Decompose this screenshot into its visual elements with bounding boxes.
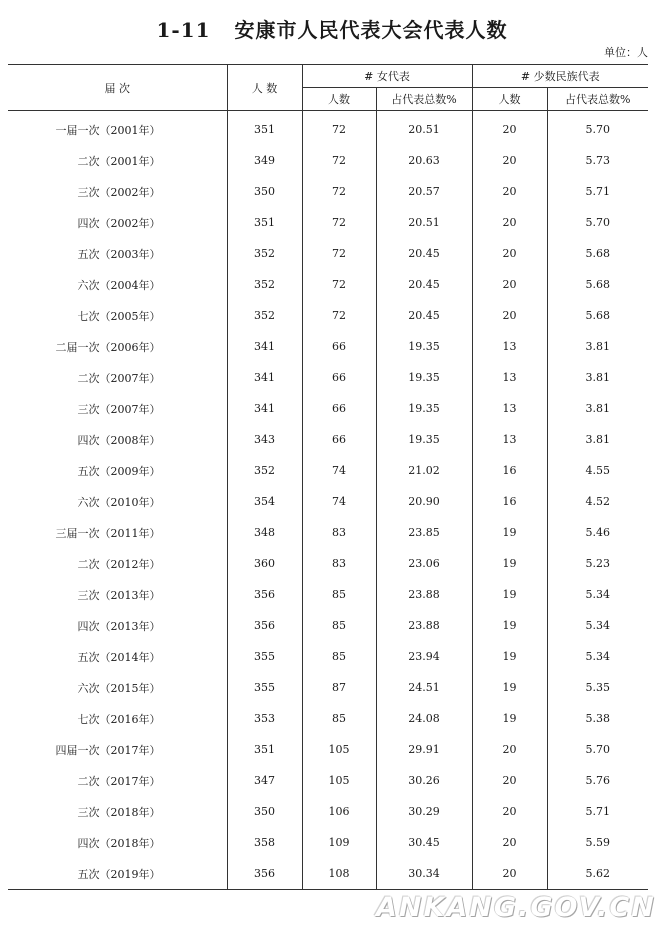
female-count-cell: 74 bbox=[302, 455, 376, 486]
female-pct-cell: 30.26 bbox=[376, 765, 472, 796]
female-pct-cell: 23.88 bbox=[376, 610, 472, 641]
total-cell: 350 bbox=[227, 176, 302, 207]
period-cell: 四次（2008年） bbox=[77, 433, 161, 447]
minority-pct-cell: 5.68 bbox=[547, 300, 648, 331]
total-cell: 356 bbox=[227, 579, 302, 610]
minority-pct-cell: 3.81 bbox=[547, 424, 648, 455]
minority-pct-cell: 5.73 bbox=[547, 145, 648, 176]
table-row bbox=[8, 610, 648, 641]
total-cell: 341 bbox=[227, 393, 302, 424]
header-female-count: 人数 bbox=[302, 88, 376, 111]
female-pct-cell: 19.35 bbox=[376, 424, 472, 455]
total-cell: 351 bbox=[227, 111, 302, 146]
table-row bbox=[8, 207, 648, 238]
female-pct-cell: 20.90 bbox=[376, 486, 472, 517]
total-cell: 352 bbox=[227, 269, 302, 300]
minority-count-cell: 20 bbox=[472, 858, 547, 890]
page-title bbox=[0, 14, 664, 43]
minority-count-cell: 20 bbox=[472, 734, 547, 765]
period-cell: 五次（2019年） bbox=[8, 858, 227, 890]
total-cell: 351 bbox=[227, 207, 302, 238]
female-pct-cell: 20.57 bbox=[376, 176, 472, 207]
table-row bbox=[8, 765, 648, 796]
table-row bbox=[8, 672, 648, 703]
table-row bbox=[8, 734, 648, 765]
table-row bbox=[8, 796, 648, 827]
table-row bbox=[8, 455, 648, 486]
minority-count-cell: 20 bbox=[472, 207, 547, 238]
female-pct-cell: 20.45 bbox=[376, 300, 472, 331]
table-row bbox=[8, 111, 648, 146]
header-minority-count: 人数 bbox=[472, 88, 547, 111]
total-cell: 352 bbox=[227, 300, 302, 331]
minority-count-cell: 19 bbox=[472, 641, 547, 672]
period-cell: 一届一次（2001年） bbox=[55, 123, 161, 137]
female-count-cell: 74 bbox=[302, 486, 376, 517]
female-count-cell: 72 bbox=[302, 269, 376, 300]
table-row bbox=[8, 641, 648, 672]
minority-count-cell: 20 bbox=[472, 111, 547, 146]
minority-count-cell: 19 bbox=[472, 548, 547, 579]
female-count-cell: 106 bbox=[302, 796, 376, 827]
total-cell: 360 bbox=[227, 548, 302, 579]
minority-pct-cell: 5.71 bbox=[547, 796, 648, 827]
minority-pct-cell: 5.62 bbox=[547, 858, 648, 890]
minority-pct-cell: 5.71 bbox=[547, 176, 648, 207]
female-pct-cell: 20.51 bbox=[376, 111, 472, 146]
female-pct-cell: 23.94 bbox=[376, 641, 472, 672]
minority-count-cell: 16 bbox=[472, 486, 547, 517]
total-cell: 347 bbox=[227, 765, 302, 796]
minority-pct-cell: 5.70 bbox=[547, 207, 648, 238]
minority-pct-cell: 5.59 bbox=[547, 827, 648, 858]
female-count-cell: 72 bbox=[302, 176, 376, 207]
minority-pct-cell: 5.34 bbox=[547, 579, 648, 610]
period-cell: 四届一次（2017年） bbox=[55, 743, 161, 757]
total-cell: 358 bbox=[227, 827, 302, 858]
female-count-cell: 109 bbox=[302, 827, 376, 858]
minority-pct-cell: 4.55 bbox=[547, 455, 648, 486]
table-row bbox=[8, 548, 648, 579]
female-count-cell: 72 bbox=[302, 111, 376, 146]
female-pct-cell: 30.45 bbox=[376, 827, 472, 858]
header-minority-group: # 少数民族代表 bbox=[472, 65, 648, 88]
female-count-cell: 72 bbox=[302, 238, 376, 269]
table-row bbox=[8, 176, 648, 207]
period-cell: 二届一次（2006年） bbox=[55, 340, 161, 354]
total-cell: 355 bbox=[227, 672, 302, 703]
table-row bbox=[8, 517, 648, 548]
minority-pct-cell: 5.70 bbox=[547, 734, 648, 765]
minority-count-cell: 13 bbox=[472, 393, 547, 424]
female-count-cell: 85 bbox=[302, 641, 376, 672]
period-cell: 三次（2007年） bbox=[77, 402, 161, 416]
header-female-group: # 女代表 bbox=[302, 65, 472, 88]
female-count-cell: 105 bbox=[302, 765, 376, 796]
total-cell: 352 bbox=[227, 455, 302, 486]
period-cell: 二次（2017年） bbox=[77, 774, 161, 788]
header-minority-pct: 占代表总数% bbox=[547, 88, 648, 111]
minority-count-cell: 16 bbox=[472, 455, 547, 486]
table-row bbox=[8, 827, 648, 858]
minority-pct-cell: 3.81 bbox=[547, 331, 648, 362]
minority-count-cell: 19 bbox=[472, 517, 547, 548]
period-cell: 五次（2009年） bbox=[77, 464, 161, 478]
female-count-cell: 85 bbox=[302, 579, 376, 610]
female-pct-cell: 30.34 bbox=[376, 858, 472, 890]
female-count-cell: 72 bbox=[302, 145, 376, 176]
period-cell: 三届一次（2011年） bbox=[55, 526, 161, 540]
table-row bbox=[8, 393, 648, 424]
female-count-cell: 85 bbox=[302, 703, 376, 734]
total-cell: 341 bbox=[227, 331, 302, 362]
period-cell: 四次（2018年） bbox=[77, 836, 161, 850]
minority-pct-cell: 5.23 bbox=[547, 548, 648, 579]
period-cell: 二次（2012年） bbox=[77, 557, 161, 571]
minority-count-cell: 20 bbox=[472, 176, 547, 207]
table-row bbox=[8, 579, 648, 610]
female-count-cell: 72 bbox=[302, 207, 376, 238]
minority-pct-cell: 5.34 bbox=[547, 641, 648, 672]
minority-count-cell: 19 bbox=[472, 610, 547, 641]
period-cell: 四次（2013年） bbox=[77, 619, 161, 633]
period-cell: 六次（2015年） bbox=[77, 681, 161, 695]
period-cell: 三次（2013年） bbox=[77, 588, 161, 602]
table-row bbox=[8, 703, 648, 734]
female-count-cell: 83 bbox=[302, 517, 376, 548]
table-row bbox=[8, 269, 648, 300]
deputies-table bbox=[8, 64, 648, 890]
unit-label: 单位：人 bbox=[604, 46, 648, 59]
female-pct-cell: 30.29 bbox=[376, 796, 472, 827]
minority-pct-cell: 5.76 bbox=[547, 765, 648, 796]
header-total: 人 数 bbox=[227, 65, 302, 111]
period-cell: 五次（2014年） bbox=[77, 650, 161, 664]
female-pct-cell: 20.51 bbox=[376, 207, 472, 238]
period-cell: 三次（2018年） bbox=[77, 805, 161, 819]
minority-pct-cell: 5.34 bbox=[547, 610, 648, 641]
female-pct-cell: 20.45 bbox=[376, 238, 472, 269]
table-row bbox=[8, 486, 648, 517]
header-session: 届 次 bbox=[8, 65, 227, 111]
total-cell: 348 bbox=[227, 517, 302, 548]
female-pct-cell: 21.02 bbox=[376, 455, 472, 486]
total-cell: 352 bbox=[227, 238, 302, 269]
female-count-cell: 105 bbox=[302, 734, 376, 765]
table-row bbox=[8, 362, 648, 393]
minority-pct-cell: 4.52 bbox=[547, 486, 648, 517]
watermark: ANKANG.GOV.CN bbox=[376, 892, 656, 923]
total-cell: 356 bbox=[227, 858, 302, 890]
total-cell: 350 bbox=[227, 796, 302, 827]
female-count-cell: 66 bbox=[302, 393, 376, 424]
female-pct-cell: 19.35 bbox=[376, 362, 472, 393]
minority-count-cell: 20 bbox=[472, 269, 547, 300]
minority-count-cell: 20 bbox=[472, 300, 547, 331]
total-cell: 355 bbox=[227, 641, 302, 672]
minority-pct-cell: 5.68 bbox=[547, 269, 648, 300]
total-cell: 353 bbox=[227, 703, 302, 734]
table-row bbox=[8, 238, 648, 269]
female-count-cell: 66 bbox=[302, 331, 376, 362]
table-row bbox=[8, 331, 648, 362]
female-count-cell: 83 bbox=[302, 548, 376, 579]
total-cell: 343 bbox=[227, 424, 302, 455]
minority-pct-cell: 3.81 bbox=[547, 393, 648, 424]
minority-count-cell: 20 bbox=[472, 238, 547, 269]
table-row bbox=[8, 424, 648, 455]
female-count-cell: 87 bbox=[302, 672, 376, 703]
period-cell: 四次（2002年） bbox=[77, 216, 161, 230]
table-row bbox=[8, 145, 648, 176]
minority-pct-cell: 5.38 bbox=[547, 703, 648, 734]
minority-pct-cell: 5.70 bbox=[547, 111, 648, 146]
female-pct-cell: 29.91 bbox=[376, 734, 472, 765]
header-female-pct: 占代表总数% bbox=[376, 88, 472, 111]
minority-pct-cell: 5.35 bbox=[547, 672, 648, 703]
female-count-cell: 85 bbox=[302, 610, 376, 641]
minority-count-cell: 20 bbox=[472, 765, 547, 796]
period-cell: 七次（2016年） bbox=[77, 712, 161, 726]
minority-pct-cell: 3.81 bbox=[547, 362, 648, 393]
female-pct-cell: 24.08 bbox=[376, 703, 472, 734]
female-pct-cell: 23.06 bbox=[376, 548, 472, 579]
female-pct-cell: 19.35 bbox=[376, 331, 472, 362]
minority-count-cell: 20 bbox=[472, 145, 547, 176]
period-cell: 六次（2004年） bbox=[77, 278, 161, 292]
minority-count-cell: 13 bbox=[472, 362, 547, 393]
period-cell: 二次（2001年） bbox=[77, 154, 161, 168]
period-cell: 七次（2005年） bbox=[77, 309, 161, 323]
female-count-cell: 66 bbox=[302, 362, 376, 393]
female-pct-cell: 23.88 bbox=[376, 579, 472, 610]
minority-count-cell: 20 bbox=[472, 827, 547, 858]
female-count-cell: 72 bbox=[302, 300, 376, 331]
minority-count-cell: 19 bbox=[472, 672, 547, 703]
minority-count-cell: 19 bbox=[472, 579, 547, 610]
female-pct-cell: 20.45 bbox=[376, 269, 472, 300]
minority-count-cell: 13 bbox=[472, 424, 547, 455]
period-cell: 五次（2003年） bbox=[77, 247, 161, 261]
female-count-cell: 108 bbox=[302, 858, 376, 890]
female-pct-cell: 24.51 bbox=[376, 672, 472, 703]
minority-count-cell: 13 bbox=[472, 331, 547, 362]
total-cell: 349 bbox=[227, 145, 302, 176]
minority-count-cell: 19 bbox=[472, 703, 547, 734]
total-cell: 351 bbox=[227, 734, 302, 765]
period-cell: 二次（2007年） bbox=[77, 371, 161, 385]
female-pct-cell: 20.63 bbox=[376, 145, 472, 176]
total-cell: 354 bbox=[227, 486, 302, 517]
minority-pct-cell: 5.68 bbox=[547, 238, 648, 269]
total-cell: 341 bbox=[227, 362, 302, 393]
table-row bbox=[8, 858, 648, 890]
minority-pct-cell: 5.46 bbox=[547, 517, 648, 548]
female-count-cell: 66 bbox=[302, 424, 376, 455]
female-pct-cell: 23.85 bbox=[376, 517, 472, 548]
table-title: 安康市人民代表大会代表人数 bbox=[234, 18, 508, 42]
female-pct-cell: 19.35 bbox=[376, 393, 472, 424]
minority-count-cell: 20 bbox=[472, 796, 547, 827]
table-number: 1-11 bbox=[156, 18, 211, 42]
table-row bbox=[8, 300, 648, 331]
period-cell: 六次（2010年） bbox=[77, 495, 161, 509]
period-cell: 三次（2002年） bbox=[77, 185, 161, 199]
total-cell: 356 bbox=[227, 610, 302, 641]
